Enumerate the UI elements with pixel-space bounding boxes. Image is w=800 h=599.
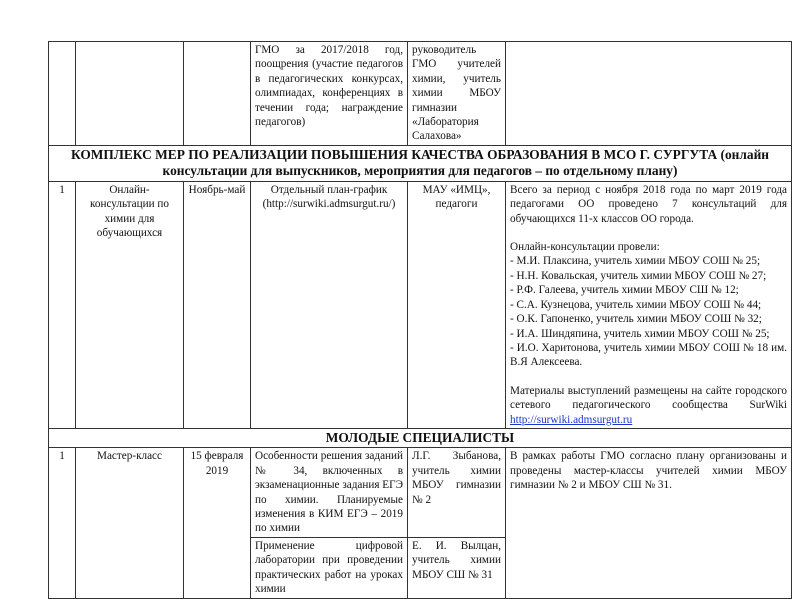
- cell-date: [184, 42, 251, 146]
- list-item: - Р.Ф. Галеева, учитель химии МБОУ СШ № 12;: [510, 284, 739, 297]
- list-item: - С.А. Кузнецова, учитель химии МБОУ СОШ № 44;: [510, 298, 762, 311]
- surwiki-link[interactable]: http://surwiki.admsurgut.ru: [510, 413, 633, 426]
- cell-num: [49, 42, 76, 146]
- cell-description: Отдельный план-график (http://surwiki.admsurgut.ru/): [251, 181, 408, 428]
- section-title-quality: КОМПЛЕКС МЕР ПО РЕАЛИЗАЦИИ ПОВЫШЕНИЯ КАЧЕСТВА ОБРАЗОВАНИЯ В МСО Г. СУРГУТА (онлайн консультации для выпускников, мероприятия для педагогов – по отдельному плану): [49, 145, 792, 181]
- list-item: - И.О. Харитонова, учитель химии МБОУ СОШ № 18 им. В.Я Алексеева.: [510, 341, 787, 369]
- cell-responsible: МАУ «ИМЦ», педагоги: [408, 181, 506, 428]
- cell-result: В рамках работы ГМО согласно плану организованы и проведены мастер-классы учителей химии МБОУ гимназии № 2 и МБОУ СШ № 31.: [506, 448, 792, 598]
- spacer: [510, 370, 787, 384]
- table-row-continuation: [49, 42, 792, 146]
- plan-table: [48, 41, 792, 599]
- cell-event: [76, 42, 184, 146]
- result-list-title: Онлайн-консультации провели:: [510, 241, 660, 254]
- cell-description: ГМО за 2017/2018 год, поощрения (участие педагогов в педагогических конкурсах, олимпиадах, конференциях в течении года; награждение педагогов): [251, 42, 408, 146]
- cell-description: Применение цифровой лаборатории при проведении практических работ на уроках химии: [251, 537, 408, 598]
- cell-date: Ноябрь-май: [184, 181, 251, 428]
- list-item: - М.И. Плаксина, учитель химии МБОУ СОШ № 25;: [510, 255, 761, 268]
- cell-num: 1: [49, 181, 76, 428]
- section-title-young-specialists: МОЛОДЫЕ СПЕЦИАЛИСТЫ: [49, 428, 792, 448]
- result-materials: Материалы выступлений размещены на сайте городского сетевого педагогического сообщества SurWiki: [510, 384, 787, 412]
- cell-date: 15 февраля 2019: [184, 448, 251, 598]
- cell-num: 1: [49, 448, 76, 598]
- cell-result: [506, 42, 792, 146]
- cell-responsible: руководитель ГМО учителей химии, учитель химии МБОУ гимназии «Лаборатория Салахова»: [408, 42, 506, 146]
- result-intro: Всего за период с ноября 2018 года по март 2019 года педагогами ОО проведено 7 консультаций для обучающихся 11-х классов ОО города.: [510, 183, 787, 225]
- list-item: - О.К. Гапоненко, учитель химии МБОУ СОШ № 32;: [510, 313, 762, 326]
- cell-event: Онлайн-консультации по химии для обучающихся: [76, 181, 184, 428]
- table-row-online-consultations: [49, 181, 792, 428]
- section-header-row: [49, 145, 792, 181]
- cell-description: Особенности решения заданий № 34, включенных в экзаменационные задания ЕГЭ по химии. Планируемые изменения в КИМ ЕГЭ – 2019 по химии: [251, 448, 408, 537]
- list-item: - И.А. Шиндяпина, учитель химии МБОУ СОШ № 25;: [510, 327, 770, 340]
- list-item: - Н.Н. Ковальская, учитель химии МБОУ СОШ № 27;: [510, 269, 767, 282]
- section-header-row: [49, 428, 792, 448]
- cell-responsible: Е. И. Вылцан, учитель химии МБОУ СШ № 31: [408, 537, 506, 598]
- spacer: [510, 226, 787, 240]
- cell-responsible: Л.Г. Зыбанова, учитель химии МБОУ гимназии № 2: [408, 448, 506, 537]
- cell-result: [506, 181, 792, 428]
- table-row-master-class: [49, 448, 792, 537]
- cell-event: Мастер-класс: [76, 448, 184, 598]
